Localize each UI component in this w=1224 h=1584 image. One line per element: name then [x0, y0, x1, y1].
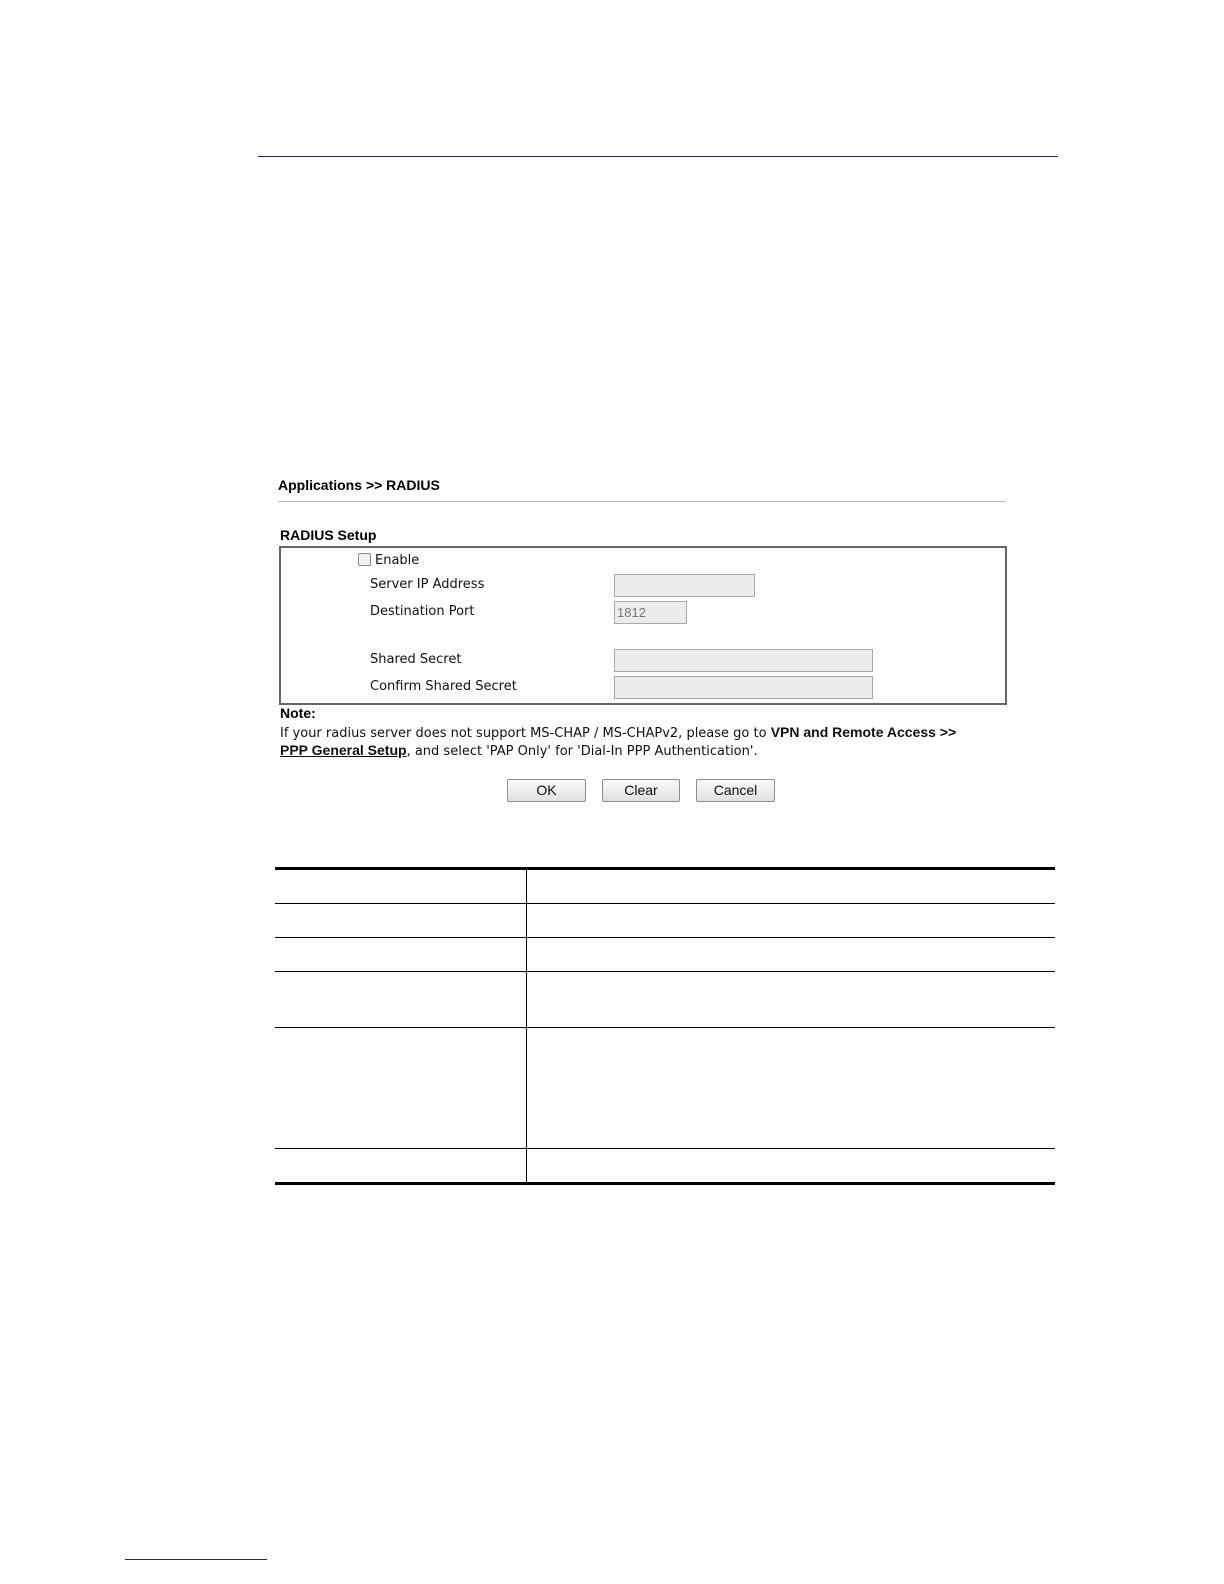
- confirm-shared-secret-input[interactable]: [614, 676, 873, 699]
- ok-button[interactable]: OK: [507, 779, 586, 802]
- section-title: RADIUS Setup: [280, 527, 377, 543]
- note-text: [280, 724, 1000, 760]
- enable-label: Enable: [375, 553, 420, 568]
- server-ip-label: Server IP Address: [370, 577, 485, 592]
- note-text-before: If your radius server does not support MS-CHAP / MS-CHAPv2, please go to: [280, 726, 771, 741]
- table-column-divider: [526, 868, 527, 1183]
- table-row-rule: [275, 903, 1055, 904]
- note-title: Note:: [280, 705, 316, 721]
- server-ip-input[interactable]: [614, 574, 755, 597]
- breadcrumb: Applications >> RADIUS: [278, 477, 440, 493]
- destination-port-input[interactable]: [614, 601, 687, 624]
- table-row-rule: [275, 971, 1055, 972]
- destination-port-label: Destination Port: [370, 604, 475, 619]
- vpn-remote-access-link: VPN and Remote Access >>: [770, 724, 957, 740]
- table-bottom-rule: [275, 1182, 1055, 1185]
- table-row-rule: [275, 1027, 1055, 1028]
- confirm-shared-secret-label: Confirm Shared Secret: [370, 679, 517, 694]
- table-row-rule: [275, 937, 1055, 938]
- cancel-button[interactable]: Cancel: [696, 779, 775, 802]
- page-header-rule: [258, 156, 1058, 157]
- breadcrumb-divider: [278, 501, 1005, 502]
- enable-checkbox[interactable]: [358, 553, 371, 566]
- table-row-rule: [275, 1148, 1055, 1149]
- shared-secret-input[interactable]: [614, 649, 873, 672]
- ppp-general-setup-link[interactable]: PPP General Setup: [280, 742, 407, 758]
- shared-secret-label: Shared Secret: [370, 652, 462, 667]
- clear-button[interactable]: Clear: [602, 779, 680, 802]
- page-footer-rule: [125, 1559, 267, 1560]
- note-text-after: , and select 'PAP Only' for 'Dial-In PPP Authentication'.: [406, 744, 758, 759]
- table-top-rule: [275, 867, 1055, 870]
